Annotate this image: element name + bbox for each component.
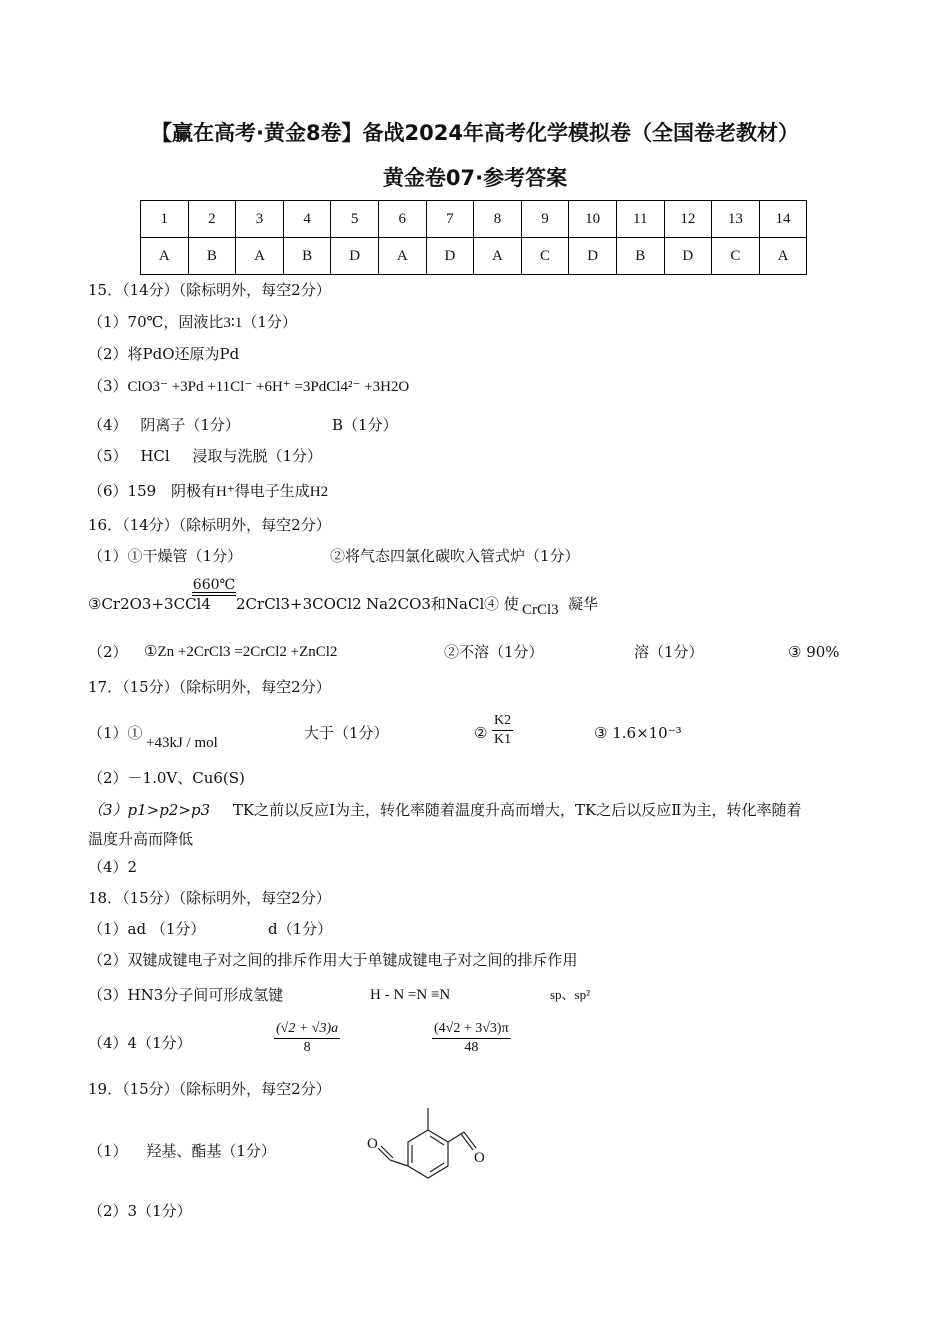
answer-text: 凝华 — [568, 595, 599, 613]
table-cell: 2 — [188, 201, 236, 238]
table-cell: A — [236, 238, 284, 275]
fraction-denominator: 48 — [464, 1040, 479, 1055]
reaction-right: 2CrCl3+3COCl2 — [236, 595, 362, 613]
answer-text: ④ 使 — [484, 595, 519, 613]
table-cell: 1 — [141, 201, 189, 238]
answer-text: 浸取与洗脱（1分） — [192, 447, 323, 465]
answer-text: （1）ad （1分） — [88, 920, 206, 938]
table-row-numbers — [141, 201, 807, 238]
score-note: （1分） — [242, 313, 297, 331]
q16-part1-line1 — [88, 546, 580, 566]
ion-formula: H⁺ — [215, 484, 235, 500]
answer-text: B（1分） — [332, 416, 398, 434]
q15-part6 — [88, 481, 328, 502]
answer-text: ② — [474, 724, 488, 742]
ratio-value: 3∶1 — [223, 315, 243, 331]
reaction-left: ③Cr2O3+3CCl4 — [88, 595, 211, 613]
ionic-equation: ClO3⁻ +3Pd +11Cl⁻ +6H⁺ =3PdCl4²⁻ +3H2O — [127, 379, 410, 395]
enthalpy-value: +43kJ / mol — [146, 735, 218, 751]
ring-double-bond — [430, 1136, 444, 1145]
structural-formula: H - N =N ≡N — [370, 987, 451, 1003]
k-ratio-fraction — [492, 712, 513, 749]
answer-text: d（1分） — [268, 920, 333, 938]
aldehyde-bond — [390, 1160, 408, 1166]
q18-part3 — [88, 985, 591, 1005]
q16-heading: 16．（14分）（除标明外，每空2分） — [88, 516, 331, 534]
table-cell: A — [378, 238, 426, 275]
q15-part4 — [88, 415, 398, 435]
answer-text: ③ 90% — [788, 643, 840, 661]
table-cell: D — [664, 238, 712, 275]
fraction-denominator: K1 — [494, 732, 512, 747]
table-cell: 14 — [759, 201, 807, 238]
part-label: （1）① — [88, 724, 143, 742]
answer-table — [140, 200, 807, 275]
part-label: （3） — [88, 377, 128, 395]
part-label: （2） — [88, 643, 128, 661]
benzene-ring — [408, 1130, 448, 1178]
document-subtitle: 黄金卷07·参考答案 — [382, 166, 568, 190]
table-cell: 11 — [616, 201, 664, 238]
q17-heading: 17．（15分）（除标明外，每空2分） — [88, 678, 331, 696]
table-cell: A — [759, 238, 807, 275]
q15-part2: （2）将PdO还原为Pd — [88, 345, 240, 363]
part-label: （5） — [88, 447, 128, 465]
oxygen-label: O — [474, 1150, 485, 1166]
q19-part1 — [88, 1141, 276, 1161]
q18-heading: 18．（15分）（除标明外，每空2分） — [88, 889, 331, 907]
answer-text: 大于（1分） — [304, 724, 389, 742]
table-cell: 3 — [236, 201, 284, 238]
document-title: 【赢在高考·黄金8卷】备战2024年高考化学模拟卷（全国卷老教材） — [150, 121, 800, 145]
answer-text: 得电子生成 — [234, 482, 310, 500]
table-cell: C — [521, 238, 569, 275]
q17-part3-line1 — [88, 800, 801, 820]
part-label: （1） — [88, 1142, 128, 1160]
answer-text: 羟基、酯基（1分） — [146, 1142, 276, 1160]
formula-fraction — [432, 1020, 511, 1057]
table-cell: 4 — [283, 201, 331, 238]
table-cell: 13 — [712, 201, 760, 238]
oxygen-label: O — [367, 1136, 378, 1152]
q15-part3 — [88, 376, 409, 397]
answer-text: （4）4（1分） — [88, 1034, 192, 1052]
answer-text: （1）70℃，固液比 — [88, 313, 224, 331]
fraction-numerator: K2 — [492, 712, 513, 731]
part-label: （4） — [88, 416, 128, 434]
chem-equation: ①Zn +2CrCl3 =2CrCl2 +ZnCl2 — [144, 644, 338, 660]
table-cell: B — [283, 238, 331, 275]
answer-text: 阴离子（1分） — [140, 416, 240, 434]
answer-text: （3）HN3分子间可形成氢键 — [88, 986, 284, 1004]
q15-heading: 15．（14分）（除标明外，每空2分） — [88, 281, 331, 299]
table-cell: 8 — [474, 201, 522, 238]
table-cell: A — [141, 238, 189, 275]
table-cell: D — [569, 238, 617, 275]
fraction-numerator: (4√2 + 3√3)π — [432, 1020, 511, 1039]
formula-fraction — [274, 1020, 340, 1057]
q17-part2: （2）－1.0V、Cu6(S) — [88, 769, 245, 787]
hybridization: sp、sp² — [550, 987, 591, 1002]
table-cell: 5 — [331, 201, 379, 238]
fraction-denominator: 8 — [303, 1040, 311, 1055]
table-cell: 7 — [426, 201, 474, 238]
aldehyde-bond — [448, 1132, 464, 1142]
reaction-arrow — [192, 578, 236, 599]
table-cell: C — [712, 238, 760, 275]
q15-part5 — [88, 446, 322, 466]
q17-part4: （4）2 — [88, 858, 138, 876]
answer-text: ②不溶（1分） — [444, 643, 544, 661]
table-row-answers — [141, 238, 807, 275]
q16-part2 — [88, 642, 840, 662]
answer-text: （6）159 — [88, 482, 157, 500]
gas-formula: H2 — [309, 484, 329, 500]
table-cell: 9 — [521, 201, 569, 238]
chem-formula: CrCl3 — [522, 602, 559, 618]
answer-text: （1）①干燥管（1分） — [88, 547, 243, 565]
table-cell: D — [331, 238, 379, 275]
answer-text: （3）p1>p2>p3 — [88, 801, 211, 819]
answer-text: 溶（1分） — [634, 643, 704, 661]
answer-text: TK之前以反应Ⅰ为主，转化率随着温度升高而增大，TK之后以反应Ⅱ为主，转化率随着 — [232, 801, 802, 819]
molecule-structure-diagram — [360, 1100, 500, 1190]
q19-heading: 19．（15分）（除标明外，每空2分） — [88, 1080, 331, 1098]
q19-part2: （2）3（1分） — [88, 1202, 192, 1220]
table-cell: B — [188, 238, 236, 275]
answer-text: HCl — [140, 447, 170, 465]
answer-text: ②将气态四氯化碳吹入管式炉（1分） — [330, 547, 580, 565]
answer-text: Na2CO3和NaCl — [366, 595, 485, 613]
table-cell: 12 — [664, 201, 712, 238]
table-cell: D — [426, 238, 474, 275]
q18-part1 — [88, 919, 333, 939]
q18-part2: （2）双键成键电子对之间的排斥作用大于单键成键电子对之间的排斥作用 — [88, 951, 578, 969]
reaction-condition: 660℃ — [192, 577, 236, 593]
table-cell: 6 — [378, 201, 426, 238]
table-cell: 10 — [569, 201, 617, 238]
q17-part3-line2: 温度升高而降低 — [88, 830, 194, 848]
table-cell: B — [616, 238, 664, 275]
ring-double-bond — [430, 1163, 444, 1172]
table-cell: A — [474, 238, 522, 275]
fraction-numerator: (√2 + √3)a — [274, 1020, 340, 1039]
q15-part1 — [88, 312, 297, 333]
answer-text: ③ 1.6×10⁻³ — [594, 724, 682, 742]
answer-text: 阴极有 — [170, 482, 216, 500]
